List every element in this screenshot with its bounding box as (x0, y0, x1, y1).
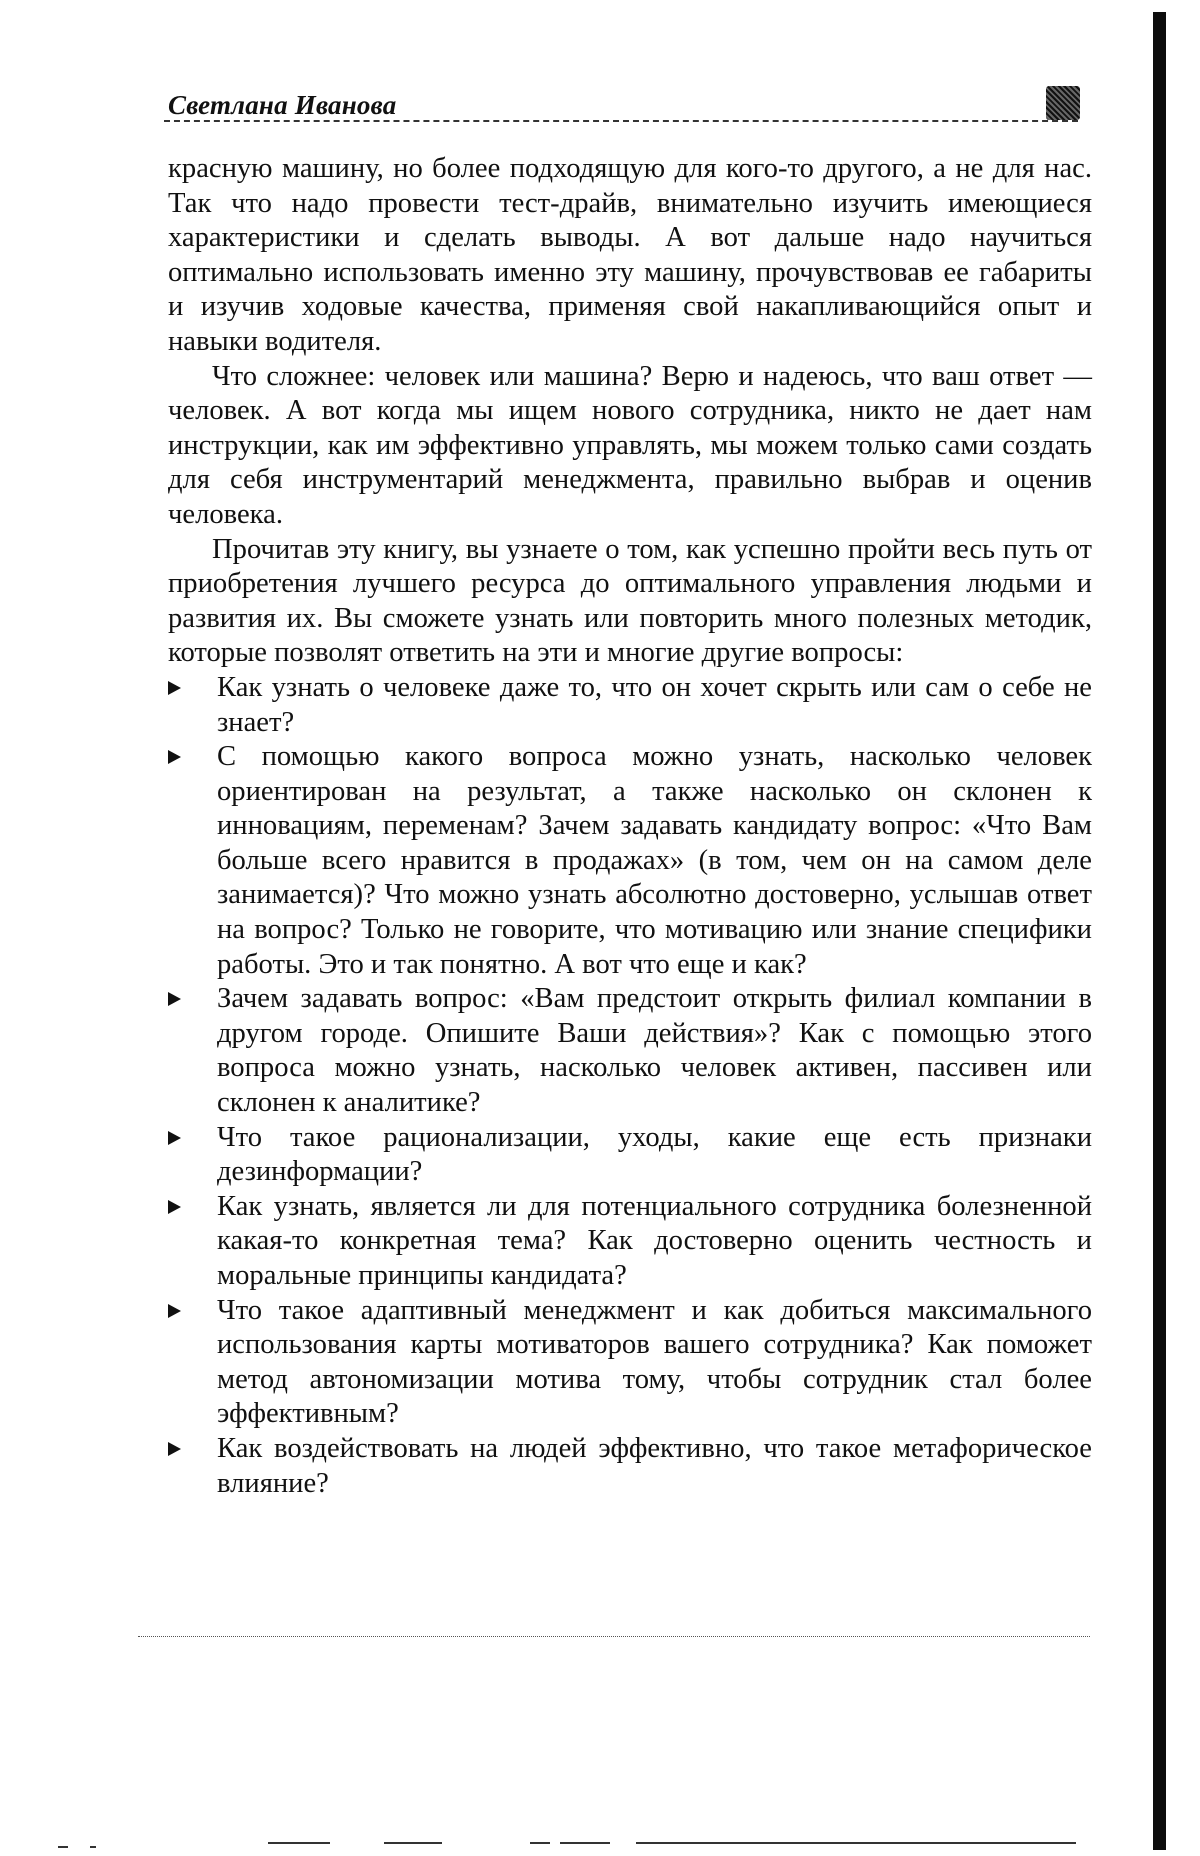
list-item-text: Зачем задавать вопрос: «Вам предстоит открыть филиал компании в другом городе. Опишите Ваши действия»? Как с помощью этого вопроса можно узнать, насколько человек активен, пассивен или склонен к аналитике? (217, 983, 1092, 1119)
author-name: Светлана Иванова (168, 90, 397, 120)
page-number-mark (1046, 86, 1080, 120)
list-item (168, 982, 1092, 1120)
list-item (168, 1294, 1092, 1432)
binding-edge (1153, 12, 1166, 1850)
list-item (168, 740, 1092, 982)
body-text (168, 152, 1092, 1501)
list-item (168, 1121, 1092, 1190)
list-item (168, 671, 1092, 740)
bullet-triangle-icon (168, 1442, 181, 1456)
question-list (168, 671, 1092, 1501)
list-item-text: Как узнать, является ли для потенциального сотрудника болезненной какая-то конкретная тема? Как достоверно оценить честность и моральные принципы кандидата? (217, 1190, 1092, 1291)
bullet-triangle-icon (168, 750, 181, 764)
bottom-scan-mark (90, 1846, 96, 1848)
list-item-text: Как узнать о человеке даже то, что он хочет скрыть или сам о себе не знает? (217, 671, 1092, 738)
bottom-scan-mark (636, 1842, 1076, 1844)
bottom-scan-mark (58, 1846, 68, 1848)
bottom-scan-mark (384, 1842, 442, 1844)
footer-rule (138, 1636, 1090, 1637)
list-item-text: С помощью какого вопроса можно узнать, насколько человек ориентирован на результат, а также насколько он склонен к инновациям, переменам? Зачем задавать кандидату вопрос: «Что Вам больше всего нравится в продажах» (в том, чем он на самом деле занимается)? Что можно узнать абсолютно достоверно, услышав ответ на вопрос? Только не говорите, что мотивацию или знание специфики работы. Это и так понятно. А вот что еще и как? (217, 741, 1092, 980)
list-item-text: Что такое рационализации, уходы, какие еще есть признаки дезинформации? (217, 1121, 1092, 1188)
running-header (164, 92, 1090, 120)
paragraph: Прочитав эту книгу, вы узнаете о том, как успешно пройти весь путь от приобретения лучшего ресурса до оптимального управления людьми и развития их. Вы сможете узнать или повторить много полезных методик, которые позволят ответить на эти и многие другие вопросы: (168, 533, 1092, 669)
list-item (168, 1190, 1092, 1294)
paragraph: Что сложнее: человек или машина? Верю и надеюсь, что ваш ответ — человек. А вот когда мы ищем нового сотрудника, никто не дает нам инструкции, как им эффективно управлять, мы можем только сами создать для себя инструментарий менеджмента, правильно выбрав и оценив человека. (168, 360, 1092, 530)
list-item-text: Что такое адаптивный менеджмент и как добиться максимального использования карты мотиваторов вашего сотрудника? Как поможет метод автономизации мотива тому, чтобы сотрудник стал более эффективным? (217, 1294, 1092, 1430)
bullet-triangle-icon (168, 1200, 181, 1214)
list-item (168, 1432, 1092, 1501)
bottom-scan-mark (268, 1842, 330, 1844)
paragraph: красную машину, но более подходящую для кого-то другого, а не для нас. Так что надо провести тест-драйв, внимательно изучить имеющиеся характеристики и сделать выводы. А вот дальше надо научиться оптимально использовать именно эту машину, прочувствовав ее габариты и изучив ходовые качества, применяя свой накапливающийся опыт и навыки водителя. (168, 153, 1092, 357)
bullet-triangle-icon (168, 1131, 181, 1145)
bullet-triangle-icon (168, 681, 181, 695)
header-rule (164, 120, 1078, 122)
bottom-scan-mark (530, 1842, 550, 1844)
bottom-scan-mark (560, 1842, 610, 1844)
bullet-triangle-icon (168, 992, 181, 1006)
list-item-text: Как воздействовать на людей эффективно, что такое метафорическое влияние? (217, 1432, 1092, 1499)
bullet-triangle-icon (168, 1304, 181, 1318)
